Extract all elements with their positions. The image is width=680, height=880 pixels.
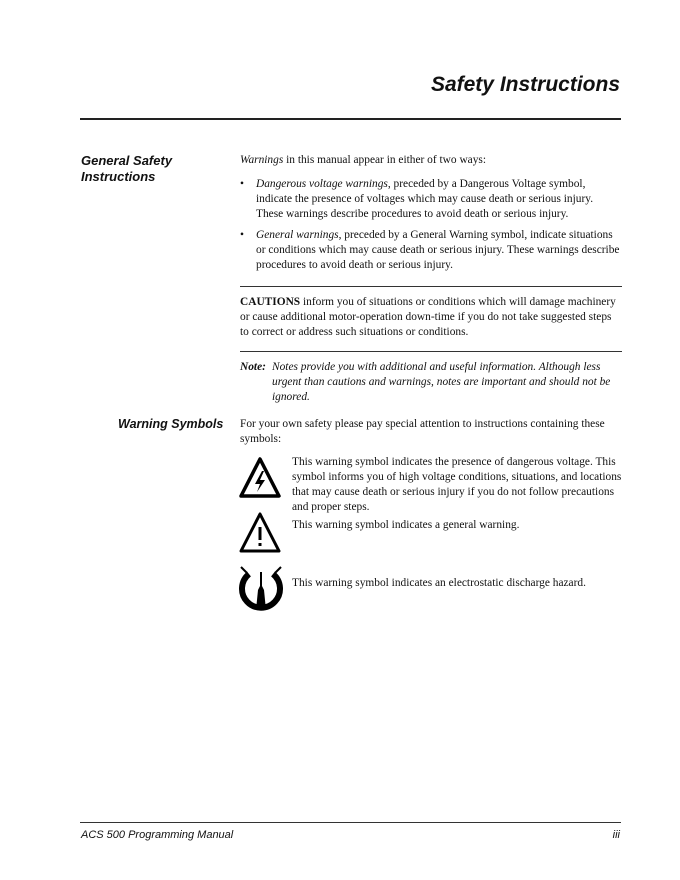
general-safety-heading-line1: General Safety [81,153,173,168]
cautions-paragraph [240,295,622,340]
general-safety-heading-line2: Instructions [81,169,156,184]
bullet-dot: • [240,229,244,241]
footer-page-number: iii [612,829,620,841]
bullet-text: , preceded by a General Warning symbol, indicate situations or conditions which may cause death or serious injury. These warnings describe procedures to avoid death or serious injury. [256,229,620,271]
general-safety-heading [81,153,172,185]
dangerous-voltage-text: This warning symbol indicates the presence of dangerous voltage. This symbol informs you of high voltage conditions, situations, and locations that may cause death or serious injury if you do not follow precautions and proper steps. [292,456,622,513]
footer-manual-title: ACS 500 Programming Manual [81,829,234,841]
bullet-dangerous-voltage [240,177,622,222]
bullet-text: , preceded by a Dangerous Voltage symbol, indicate the presence of voltages which may cause death or serious injury. These warnings describe procedures to avoid death or serious injury. [256,178,594,220]
esd-text: This warning symbol indicates an electrostatic discharge hazard. [292,577,586,589]
note-label: Note: [240,361,266,373]
footer-divider [80,822,621,823]
warning-symbols-intro [240,417,622,447]
bullet-dot: • [240,178,244,190]
bullet-general-warnings [240,228,622,273]
title-divider [80,118,621,120]
note-text: Notes provide you with additional and useful information. Although less urgent than cautions and warnings, notes are important and should not be ignored. [272,361,611,403]
general-warning-icon [238,512,282,554]
section-divider [240,351,622,352]
dangerous-voltage-icon [238,457,282,499]
section-divider [240,286,622,287]
warning-symbols-heading: Warning Symbols [118,417,224,431]
page-title: Safety Instructions [430,73,620,96]
warnings-intro-text: in this manual appear in either of two ways: [283,154,487,166]
cautions-label: CAUTIONS [240,296,301,308]
warning-symbols-intro-text: For your own safety please pay special attention to instructions containing these symbols: [240,418,605,445]
bullet-em: General warnings [256,229,339,241]
warnings-intro [240,153,622,168]
warnings-intro-em: Warnings [240,154,284,166]
bullet-em: Dangerous voltage warnings [256,178,388,190]
cautions-text: inform you of situations or conditions which will damage machinery or cause additional motor-operation down-time if you do not take suggested steps to correct or address such situations or conditions. [240,296,616,338]
note-paragraph [240,360,622,405]
general-warning-text: This warning symbol indicates a general warning. [292,519,520,531]
warnings-section [240,153,622,273]
esd-icon [234,560,288,614]
